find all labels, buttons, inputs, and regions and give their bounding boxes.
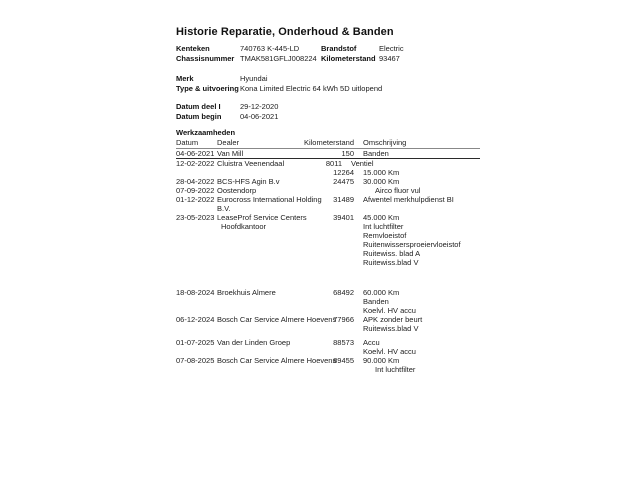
brandstof-value: Electric [379, 44, 404, 53]
column-header-kilometerstand: Kilometerstand [303, 138, 354, 147]
kilometer-value: 77966 [333, 315, 354, 324]
dealer-name-line: Broekhuis Almere [217, 288, 276, 297]
work-item-line [322, 338, 480, 347]
work-item-line [322, 249, 480, 258]
row-items [322, 356, 480, 374]
column-header-dealer: Dealer [217, 138, 240, 147]
column-header-omschrijving: Omschrijving [363, 138, 407, 147]
work-description: APK zonder beurt [363, 315, 423, 324]
kilometer-value [322, 186, 354, 195]
work-item-line [322, 177, 480, 186]
row-dealer [217, 288, 322, 297]
dealer-name-line: B.V. [217, 204, 231, 213]
table-row [176, 149, 480, 159]
row-date: 23-05-2023 [176, 213, 215, 222]
kilometer-value [322, 231, 354, 240]
kilometer-value: 8011 [325, 159, 342, 168]
work-item-line [322, 324, 480, 333]
work-description: Int luchtfilter [363, 222, 404, 231]
work-description: Ruitewiss.blad V [363, 258, 419, 267]
work-item-line [322, 213, 480, 222]
row-items [322, 149, 480, 158]
datum-begin-value: 04-06-2021 [240, 112, 279, 121]
datum-deel-label: Datum deel I [176, 102, 221, 111]
work-item-line [322, 306, 480, 315]
kilometer-value: 31489 [333, 195, 354, 204]
work-description: Remvloeistof [363, 231, 407, 240]
row-dealer [217, 213, 322, 231]
work-description: Ventiel [351, 159, 374, 168]
chassisnummer-value: TMAK581GFLJ008224 [240, 54, 317, 63]
work-item-line [322, 356, 480, 365]
work-description: 60.000 Km [363, 288, 400, 297]
row-dealer [217, 159, 322, 168]
table-row [176, 177, 480, 186]
kenteken-value: 740763 K-445-LD [240, 44, 300, 53]
work-item-line [322, 347, 480, 356]
row-dealer [217, 149, 322, 158]
dealer-name-line: Van der Linden Groep [217, 338, 291, 347]
kilometer-value [322, 240, 354, 249]
kilometer-value: 68492 [333, 288, 354, 297]
work-item-line [322, 315, 480, 324]
type-value: Kona Limited Electric 64 kWh 5D uitlopend [240, 84, 383, 93]
page-title: Historie Reparatie, Onderhoud & Banden [176, 26, 394, 38]
row-items [322, 186, 480, 195]
work-description: Afwentel merkhulpdienst BI [363, 195, 454, 204]
vehicle-history-document [176, 26, 480, 374]
kilometer-value [322, 222, 354, 231]
work-description: Airco fluor vul [375, 186, 421, 195]
dealer-name-line: Bosch Car Service Almere Hoevens [217, 315, 337, 324]
row-items [322, 315, 480, 333]
table-row [176, 195, 480, 213]
row-date: 01-12-2022 [176, 195, 215, 204]
work-item-line [322, 297, 480, 306]
merk-label: Merk [176, 74, 194, 83]
dealer-name-line: BCS-HFS Agin B.v [217, 177, 280, 186]
row-date: 07-08-2025 [176, 356, 215, 365]
work-item-line [322, 258, 480, 267]
werkzaamheden-rows [176, 149, 480, 374]
vehicle-model-block [176, 74, 480, 94]
kilometer-value: 39401 [333, 213, 354, 222]
work-description: Koelvl. HV accu [363, 347, 416, 356]
work-item-line [322, 231, 480, 240]
dates-block [176, 102, 480, 122]
work-description: Banden [363, 297, 389, 306]
table-row [176, 213, 480, 267]
kilometer-value [322, 306, 354, 315]
dealer-name-line: Eurocross International Holding [217, 195, 322, 204]
column-header-datum: Datum [176, 138, 199, 147]
kilometer-value [322, 365, 354, 374]
type-label: Type & uitvoering [176, 84, 239, 93]
work-description: 15.000 Km [363, 168, 400, 177]
work-item-line [322, 149, 480, 158]
work-item-line [322, 288, 480, 297]
work-item-line [322, 222, 480, 231]
dealer-name-line: Hoofdkantoor [221, 222, 267, 231]
merk-value: Hyundai [240, 74, 268, 83]
work-item-line [322, 365, 480, 374]
row-items [322, 177, 480, 186]
work-description: Ruitewiss.blad V [363, 324, 419, 333]
row-date: 07-09-2022 [176, 186, 215, 195]
vehicle-id-block [176, 44, 480, 64]
kilometer-value: 88573 [333, 338, 354, 347]
kilometerstand-value: 93467 [379, 54, 400, 63]
row-items [322, 213, 480, 267]
dealer-name-line: LeaseProf Service Centers [217, 213, 307, 222]
column-header-spacer [354, 138, 363, 147]
row-dealer [217, 356, 337, 365]
kilometer-value [322, 249, 354, 258]
kilometer-value: 150 [341, 149, 354, 158]
work-item-line [322, 240, 480, 249]
dealer-name-line: Cluistra Veenendaal [217, 159, 285, 168]
work-item-line [322, 168, 480, 177]
work-description: Ruitenwissersproeiervloeistof [363, 240, 461, 249]
work-item-line [310, 159, 480, 168]
kilometer-value: 89455 [333, 356, 354, 365]
kenteken-label: Kenteken [176, 44, 210, 53]
table-row [176, 159, 480, 177]
kilometerstand-label: Kilometerstand [321, 54, 376, 63]
row-dealer [217, 315, 337, 324]
row-date: 06-12-2024 [176, 315, 215, 324]
row-date: 01-07-2025 [176, 338, 215, 347]
table-row [176, 315, 480, 333]
work-item-line [322, 186, 480, 195]
work-description: Accu [363, 338, 380, 347]
brandstof-label: Brandstof [321, 44, 357, 53]
dealer-name-line: Oostendorp [217, 186, 257, 195]
row-dealer [217, 338, 322, 347]
row-items [322, 159, 480, 177]
row-dealer [217, 177, 322, 186]
kilometer-value: 24475 [333, 177, 354, 186]
table-row [176, 186, 480, 195]
row-dealer [217, 195, 322, 213]
row-items [322, 288, 480, 315]
row-items [322, 338, 480, 356]
table-header [176, 138, 480, 149]
row-date: 04-06-2021 [176, 149, 215, 158]
werkzaamheden-heading: Werkzaamheden [176, 128, 236, 137]
datum-deel-value: 29-12-2020 [240, 102, 279, 111]
row-date: 28-04-2022 [176, 177, 215, 186]
kilometer-value [322, 297, 354, 306]
work-description: 90.000 Km [363, 356, 400, 365]
kilometer-value [322, 324, 354, 333]
work-description: 30.000 Km [363, 177, 400, 186]
row-date: 18-08-2024 [176, 288, 215, 297]
work-description: 45.000 Km [363, 213, 400, 222]
work-description: Int luchtfilter [375, 365, 416, 374]
work-item-line [322, 195, 480, 204]
dealer-name-line: Van Mill [217, 149, 244, 158]
work-description: Banden [363, 149, 389, 158]
table-row [176, 288, 480, 315]
dealer-name-line: Bosch Car Service Almere Hoevens [217, 356, 337, 365]
chassisnummer-label: Chassisnummer [176, 54, 235, 63]
row-items [322, 195, 480, 204]
kilometer-value [322, 258, 354, 267]
table-row [176, 356, 480, 374]
kilometer-value [322, 347, 354, 356]
row-dealer [217, 186, 322, 195]
work-description: Ruitewiss. blad A [363, 249, 421, 258]
kilometer-value: 12264 [333, 168, 354, 177]
table-row [176, 338, 480, 356]
datum-begin-label: Datum begin [176, 112, 222, 121]
work-description: Koelvl. HV accu [363, 306, 416, 315]
row-date: 12-02-2022 [176, 159, 215, 168]
